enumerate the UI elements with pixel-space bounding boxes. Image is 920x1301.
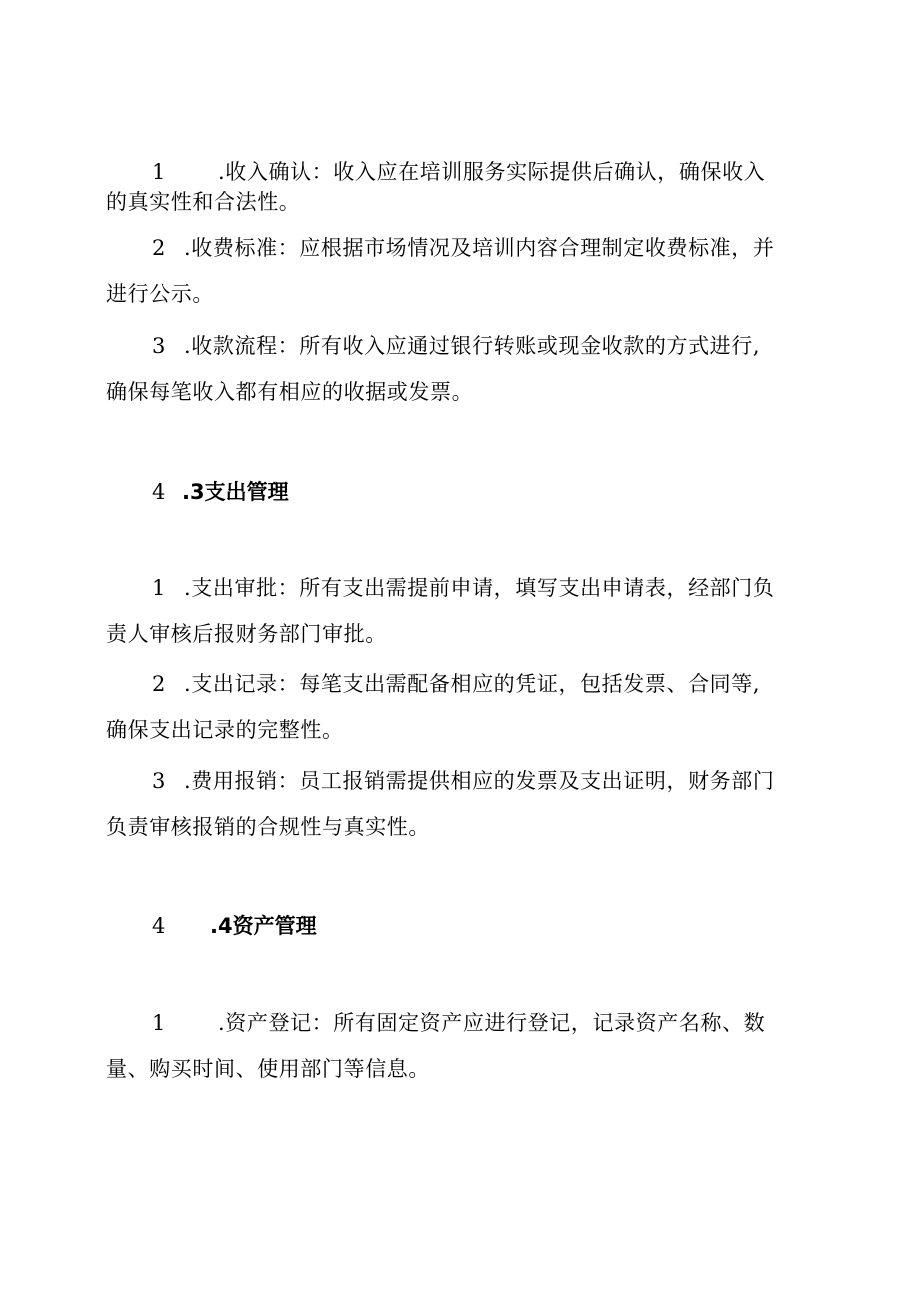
expense-item-1 bbox=[106, 573, 818, 649]
item-text: .资产登记：所有固定资产应进行登记，记录资产名称、数 bbox=[218, 1011, 766, 1035]
income-item-1-line-1 bbox=[106, 157, 818, 187]
item-number: 2 bbox=[152, 236, 166, 260]
item-text: .收入确认：收入应在培训服务实际提供后确认，确保收入 bbox=[218, 160, 766, 184]
section-heading-asset bbox=[152, 911, 317, 941]
income-item-1-line-2: 的真实性和合法性。 bbox=[106, 190, 301, 214]
item-text: .支出审批：所有支出需提前申请，填写支出申请表，经部门负 bbox=[184, 576, 775, 600]
income-item-3-line-2: 确保每笔收入都有相应的收据或发票。 bbox=[106, 380, 474, 404]
expense-item-1-line-1 bbox=[106, 573, 818, 603]
expense-item-3-line-2: 负责审核报销的合规性与真实性。 bbox=[106, 815, 430, 839]
income-item-2-line-2: 进行公示。 bbox=[106, 282, 214, 306]
heading-number: 4 bbox=[152, 914, 166, 938]
expense-item-3 bbox=[106, 766, 818, 842]
item-number: 1 bbox=[152, 1011, 166, 1035]
income-item-2 bbox=[106, 233, 818, 309]
expense-item-1-line-2: 责人审核后报财务部门审批。 bbox=[106, 622, 387, 646]
expense-item-3-line-1 bbox=[106, 766, 818, 796]
income-item-3 bbox=[106, 331, 818, 407]
item-number: 1 bbox=[152, 576, 166, 600]
income-item-2-line-1 bbox=[106, 233, 818, 263]
income-item-3-line-1 bbox=[106, 331, 818, 361]
asset-item-1-line-1 bbox=[106, 1008, 818, 1038]
section-heading-expense bbox=[152, 477, 289, 507]
expense-item-2-line-2: 确保支出记录的完整性。 bbox=[106, 718, 344, 742]
expense-item-2-line-1 bbox=[106, 669, 818, 699]
item-number: 3 bbox=[152, 769, 166, 793]
expense-item-2 bbox=[106, 669, 818, 745]
item-text: .收费标准：应根据市场情况及培训内容合理制定收费标准，并 bbox=[184, 236, 775, 260]
item-number: 3 bbox=[152, 334, 166, 358]
heading-text: .3支出管理 bbox=[182, 480, 289, 504]
heading-number: 4 bbox=[152, 480, 166, 504]
item-number: 1 bbox=[152, 160, 166, 184]
item-text: .费用报销：员工报销需提供相应的发票及支出证明，财务部门 bbox=[184, 769, 775, 793]
item-number: 2 bbox=[152, 672, 166, 696]
heading-text: .4资产管理 bbox=[210, 914, 317, 938]
asset-item-1 bbox=[106, 1008, 818, 1084]
asset-item-1-line-2: 量、购买时间、使用部门等信息。 bbox=[106, 1057, 430, 1081]
income-item-1 bbox=[106, 157, 818, 217]
item-text: .收款流程：所有收入应通过银行转账或现金收款的方式进行, bbox=[184, 334, 761, 358]
item-text: .支出记录：每笔支出需配备相应的凭证，包括发票、合同等, bbox=[184, 672, 761, 696]
